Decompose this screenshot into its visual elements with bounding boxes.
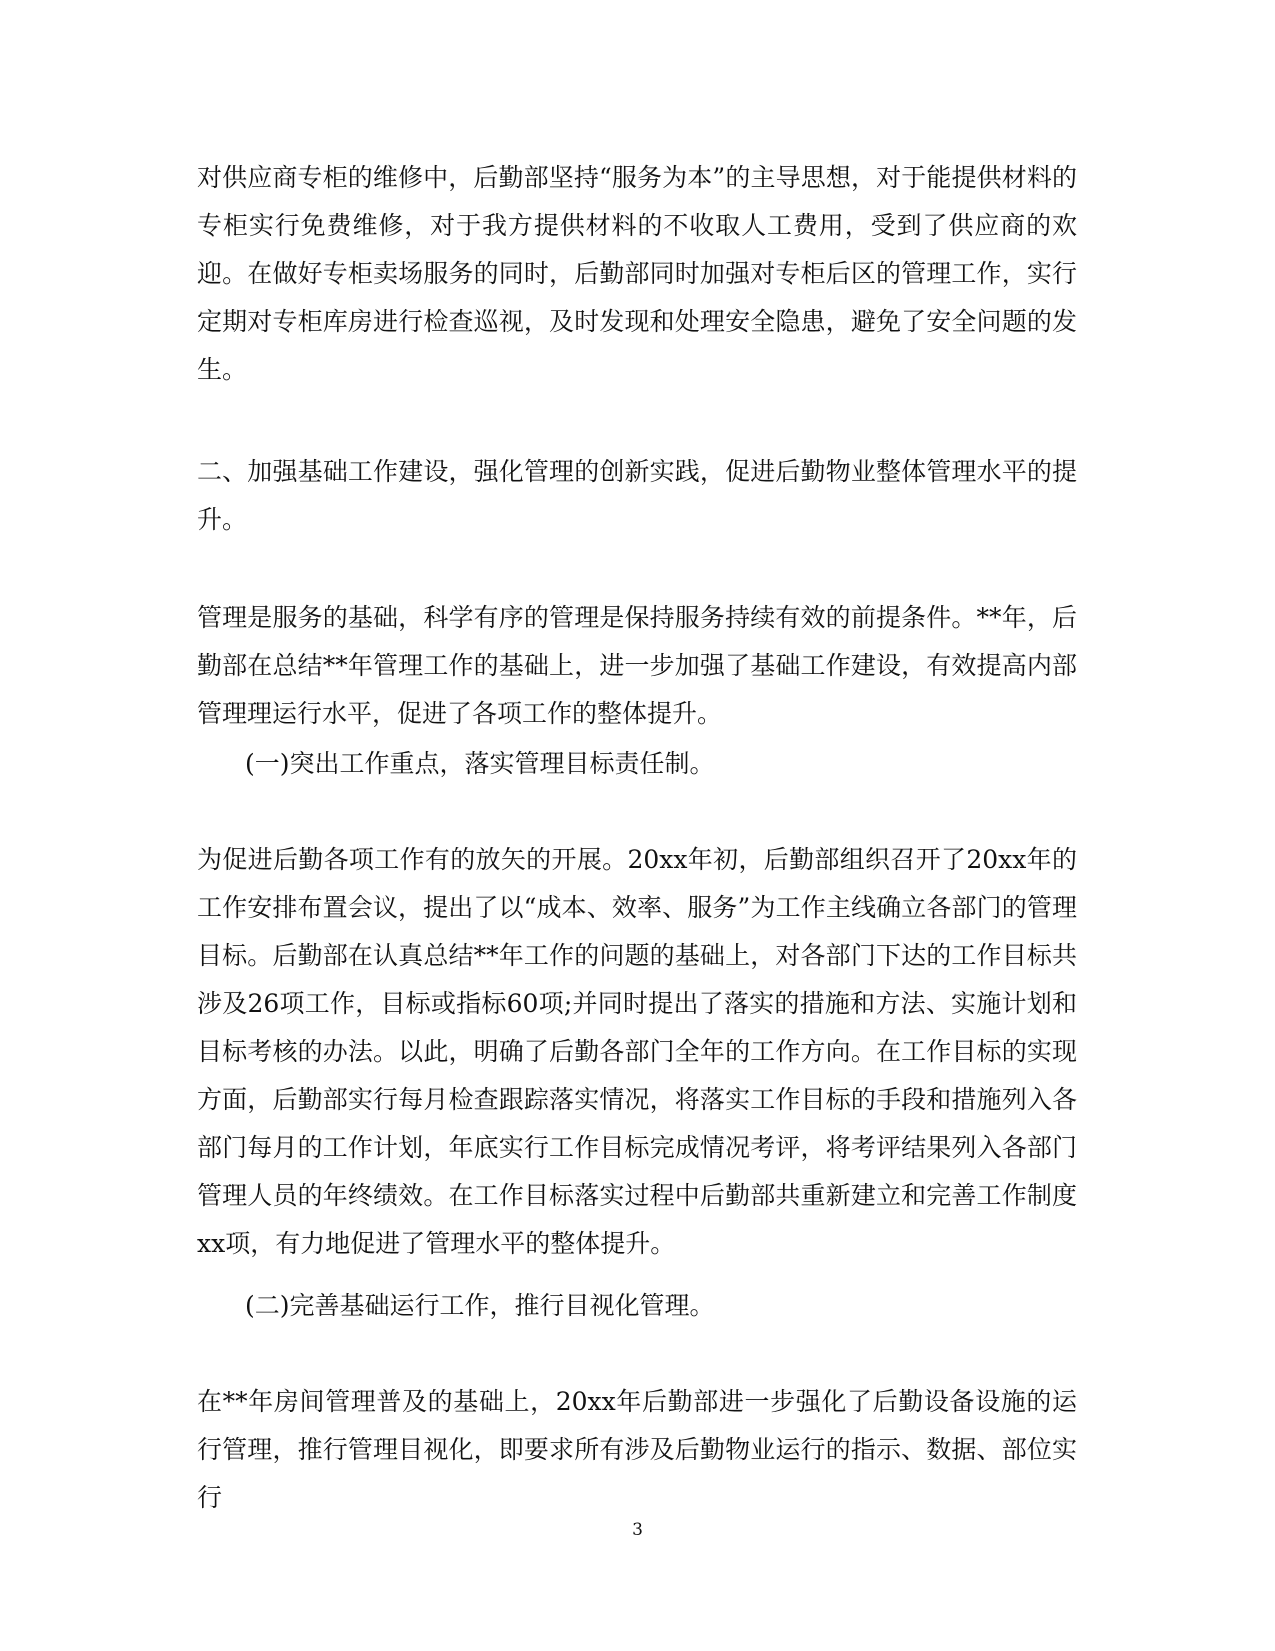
paragraph-counter-maintenance: 对供应商专柜的维修中，后勤部坚持“服务为本”的主导思想，对于能提供材料的专柜实行免费维修，对于我方提供材料的不收取人工费用，受到了供应商的欢迎。在做好专柜卖场服务的同时，后勤部同时加强对专柜后区的管理工作，实行定期对专柜库房进行检查巡视，及时发现和处理安全隐患，避免了安全问题的发生。: [197, 163, 1077, 384]
paragraph-visual-management: 在**年房间管理普及的基础上，20xx年后勤部进一步强化了后勤设备设施的运行管理，推行管理目视化，即要求所有涉及后勤物业运行的指示、数据、部位实行: [197, 1387, 1077, 1512]
section-heading-two: 二、加强基础工作建设，强化管理的创新实践，促进后勤物业整体管理水平的提升。: [197, 457, 1077, 534]
paragraph-work-goals: 为促进后勤各项工作有的放矢的开展。20xx年初，后勤部组织召开了20xx年的工作安排布置会议，提出了以“成本、效率、服务”为工作主线确立各部门的管理目标。后勤部在认真总结**年工作的问题的基础上，对各部门下达的工作目标共涉及26项工作，目标或指标60项;并同时提出了落实的措施和方法、实施计划和目标考核的办法。以此，明确了后勤各部门全年的工作方向。在工作目标的实现方面，后勤部实行每月检查跟踪落实情况，将落实工作目标的手段和措施列入各部门每月的工作计划，年底实行工作目标完成情况考评，将考评结果列入各部门管理人员的年终绩效。在工作目标落实过程中后勤部共重新建立和完善工作制度xx项，有力地促进了管理水平的整体提升。: [197, 845, 1077, 1258]
page-number: 3: [632, 1520, 643, 1540]
subheading-two: (二)完善基础运行工作，推行目视化管理。: [245, 1291, 715, 1320]
paragraph-management-basis: 管理是服务的基础，科学有序的管理是保持服务持续有效的前提条件。**年，后勤部在总结**年管理工作的基础上，进一步加强了基础工作建设，有效提高内部管理理运行水平，促进了各项工作的整体提升。: [197, 603, 1077, 728]
subheading-one: (一)突出工作重点，落实管理目标责任制。: [245, 749, 715, 778]
